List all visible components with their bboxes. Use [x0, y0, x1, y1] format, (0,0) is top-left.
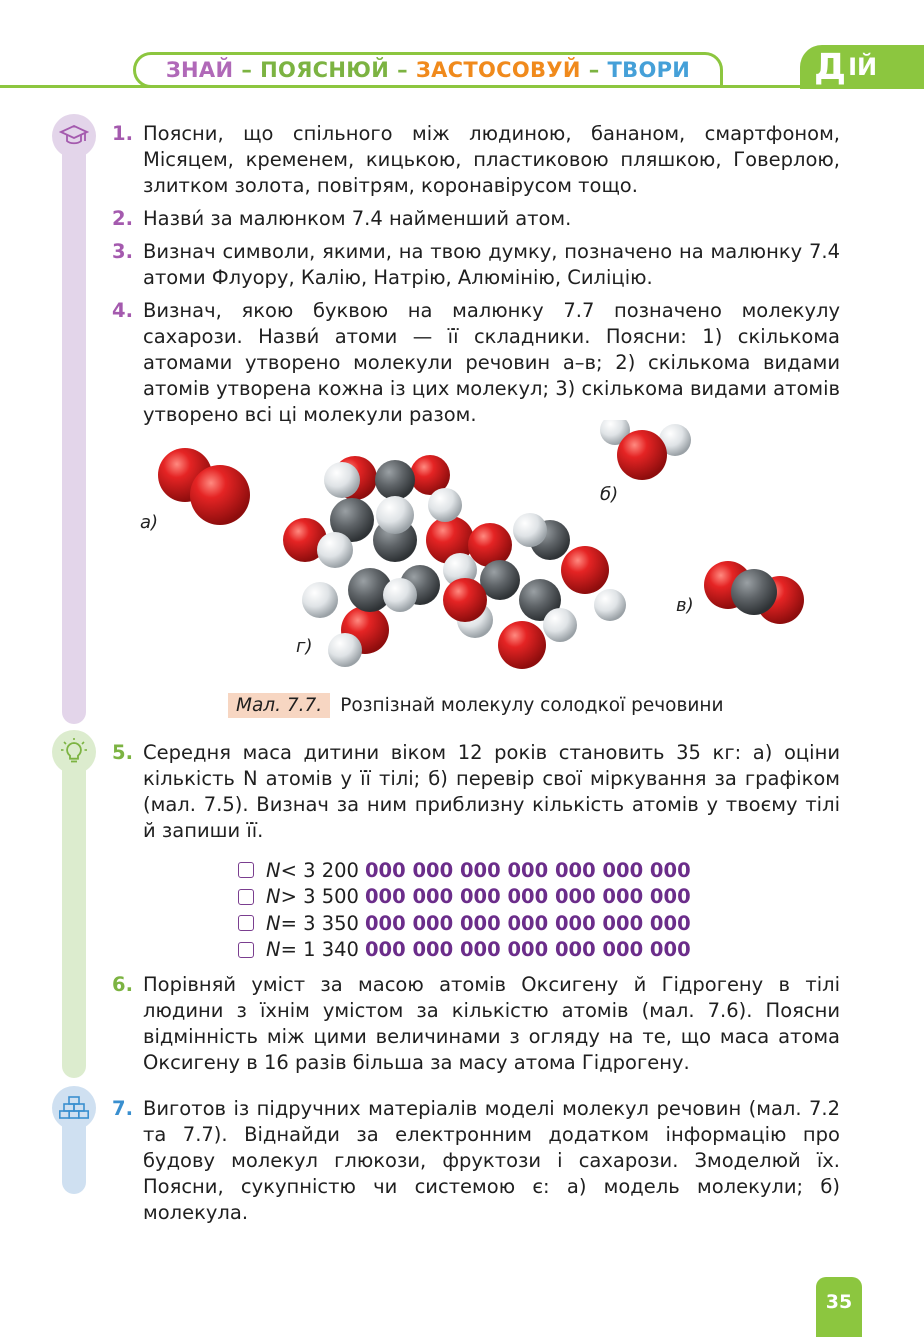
header-word-create: ТВОРИ: [607, 58, 691, 82]
option-zeros: 000 000 000 000 000 000 000: [364, 911, 691, 935]
header-dash: –: [397, 58, 408, 82]
task-number: 7.: [112, 1097, 133, 1120]
task-number: 4.: [112, 299, 133, 322]
page-number: 35: [816, 1277, 862, 1337]
option-zeros: 000 000 000 000 000 000 000: [364, 858, 691, 882]
task-number: 3.: [112, 240, 133, 263]
side-bar-apply: [62, 746, 86, 1078]
lightbulb-icon: [52, 730, 96, 774]
label-g: г): [296, 636, 313, 657]
header-dash: –: [241, 58, 253, 82]
option-variable: N: [266, 911, 281, 935]
checkbox[interactable]: [238, 862, 254, 878]
answer-options: [238, 857, 691, 963]
task-text: Назви́ за малюнком 7.4 найменший атом.: [143, 207, 572, 230]
option-variable: N: [266, 938, 281, 962]
header-dash: –: [588, 58, 600, 82]
task-text: Порівняй уміст за масою атомів Оксигену й Гідрогену в тілі людини з їхнім умістом за кількістю атомів (мал. 7.6). Поясни відмінність між цими величинами з огляду на те, що маса атома Оксигену в 16 разів більша за масу атома Гідрогену.: [143, 973, 840, 1074]
option-zeros: 000 000 000 000 000 000 000: [364, 885, 691, 909]
answer-option[interactable]: [238, 910, 691, 937]
checkbox[interactable]: [238, 915, 254, 931]
section-tab: [800, 45, 924, 89]
molecule-g: [283, 455, 626, 669]
header-word-know: ЗНАЙ: [165, 58, 234, 82]
task-3: [112, 239, 840, 291]
header-banner: [133, 52, 723, 88]
option-variable: N: [266, 858, 281, 882]
molecule-models: [130, 420, 830, 690]
task-number: 6.: [112, 973, 133, 996]
option-zeros: 000 000 000 000 000 000 000: [364, 938, 691, 962]
checkbox[interactable]: [238, 889, 254, 905]
task-number: 2.: [112, 207, 133, 230]
label-a: а): [140, 512, 159, 533]
label-v: в): [676, 595, 694, 616]
option-variable: N: [266, 885, 281, 909]
task-2: [112, 206, 840, 232]
blocks-icon: [52, 1086, 96, 1130]
header-word-explain: ПОЯСНЮЙ: [260, 58, 390, 82]
task-text: Визнач символи, якими, на твою думку, позначено на малюнку 7.4 атоми Флуору, Калію, Натрію, Алюмінію, Силіцію.: [143, 240, 840, 289]
answer-option[interactable]: [238, 884, 691, 911]
figure-number: Мал. 7.7.: [228, 693, 330, 718]
answer-option[interactable]: [238, 937, 691, 964]
task-7: [112, 1096, 840, 1226]
section-tab-letter: Д: [814, 46, 847, 88]
task-4: [112, 298, 840, 428]
figure-caption-text: Розпізнай молекулу солодкої речовини: [340, 695, 724, 716]
task-6: [112, 972, 840, 1076]
option-value: = 3 350: [280, 911, 359, 935]
checkbox[interactable]: [238, 942, 254, 958]
molecule-figure: [130, 420, 830, 690]
section-tab-rest: ІЙ: [848, 53, 878, 81]
task-text: Середня маса дитини віком 12 років становить 35 кг: а) оціни кількість N атомів у її тілі; б) перевір свої міркування за графіком (мал. 7.5). Визнач за ним приблизну кількість атомів у твоєму тілі й запиши її.: [143, 741, 840, 842]
molecule-a: [158, 448, 250, 525]
molecule-v: [704, 561, 804, 624]
answer-option[interactable]: [238, 857, 691, 884]
option-value: > 3 500: [280, 885, 359, 909]
header-word-apply: ЗАСТОСОВУЙ: [415, 58, 581, 82]
option-value: < 3 200: [280, 858, 359, 882]
molecule-b: [600, 420, 691, 480]
task-text: Визнач, якою буквою на малюнку 7.7 позначено молекулу сахарози. Назви́ атоми — її складники. Поясни: 1) скількома атомами утворено молекули речовин а–в; 2) скількома видами атомів утворена кожна із цих молекул; 3) скількома видами атомів утворено всі ці молекули разом.: [143, 299, 840, 426]
task-text: Поясни, що спільного між людиною, бананом, смартфоном, Місяцем, кременем, кицькою, пластиковою пляшкою, Говерлою, злитком золота, повітрям, коронавірусом тощо.: [143, 122, 840, 197]
task-1: [112, 121, 840, 199]
task-text: Виготов із підручних матеріалів моделі молекул речовин (мал. 7.2 та 7.7). Віднайди за електронним додатком інформацію про будову молекул глюкози, фруктози і сахарози. Змоделюй їх. Поясни, сукупністю чи системою є: а) модель молекули; б) молекула.: [143, 1097, 840, 1224]
label-b: б): [600, 484, 619, 505]
side-bar-know: [62, 118, 86, 724]
task-5: [112, 740, 840, 844]
task-number: 1.: [112, 122, 133, 145]
figure-caption: [228, 693, 724, 718]
graduation-cap-icon: [52, 114, 96, 158]
option-value: = 1 340: [280, 938, 359, 962]
task-number: 5.: [112, 741, 133, 764]
